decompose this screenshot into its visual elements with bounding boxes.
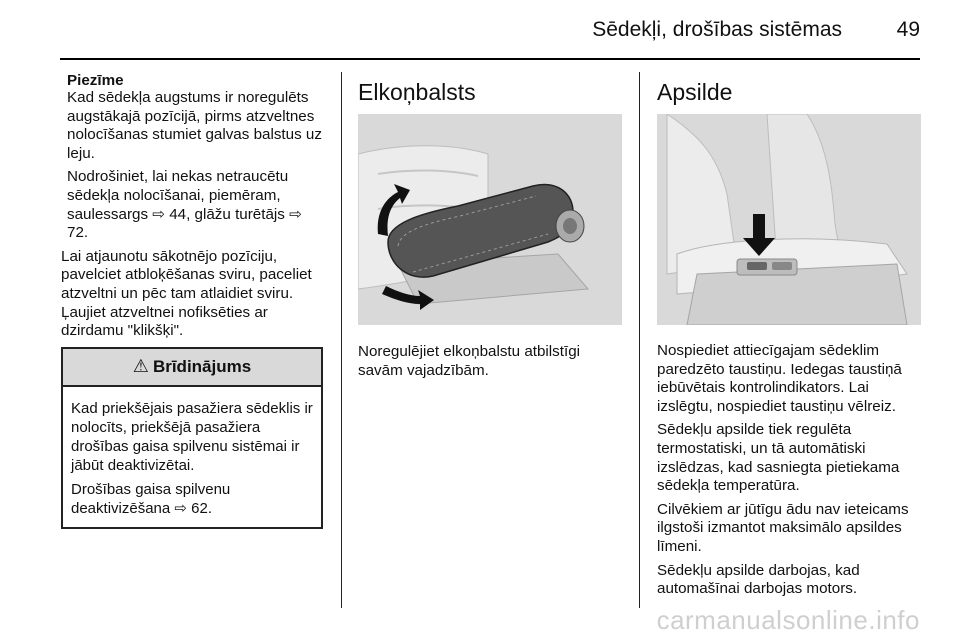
section-heading-armrest: Elkoņbalsts <box>358 79 476 105</box>
column-right <box>657 72 921 604</box>
warning-body <box>63 387 321 527</box>
heating-paragraph-3: Cilvēkiem ar jūtīgu ādu nav ieteicams ilgstoši izmantot maksimālo apsildes līmeni. <box>657 500 909 555</box>
heating-paragraph-2: Sēdekļu apsilde tiek regulēta termostatiski, un tā automātiski izslēdzas, kad sasniegta pietiekama sēdekļa temperatūra. <box>657 421 900 495</box>
heating-paragraph-4: Sēdekļu apsilde darbojas, kad automašīnai darbojas motors. <box>657 561 860 598</box>
watermark: carmanualsonline.info <box>656 605 920 635</box>
note-title: Piezīme <box>67 72 124 89</box>
warning-header <box>63 349 321 387</box>
body-paragraph: Lai atjaunotu sākotnējo pozīciju, pavelciet atbloķēšanas sviru, paceliet atzveltni un pēc tam atlaidiet sviru. Ļaujiet atzveltnei nofiksēties ar dzirdamu "klikšķi". <box>61 247 312 340</box>
column-divider-2 <box>639 72 640 608</box>
seat-heating-illustration <box>657 114 921 325</box>
warning-paragraph-2: Drošības gaisa spilvenu deaktivizēšana ⇨ 62. <box>71 480 231 517</box>
note-paragraph-2: Nodrošiniet, lai nekas netraucētu sēdekļa nolocīšanai, piemēram, saulessargs ⇨ 44, glāžu turētājs ⇨ 72. <box>67 168 302 242</box>
column-divider-1 <box>341 72 342 608</box>
header-divider <box>60 58 920 60</box>
armrest-caption: Noregulējiet elkoņbalstu atbilstīgi savām vajadzībām. <box>358 343 581 379</box>
column-middle <box>358 72 622 385</box>
page-header <box>0 0 960 60</box>
note-paragraph-1: Kad sēdekļa augstums ir noregulēts augstākajā pozīcijā, pirms atzveltnes nolocīšanas stumiet galvas balstus uz leju. <box>67 89 322 162</box>
heating-paragraph-1: Nospiediet attiecīgajam sēdeklim paredzēto taustiņu. Iedegas taustiņā iebūvētais kontrolindikators. Lai izslēgtu, nospiediet taustiņu vēlreiz. <box>657 342 902 415</box>
section-heading-heating: Apsilde <box>657 79 733 105</box>
warning-triangle-icon: ⚠ <box>132 356 149 377</box>
armrest-illustration <box>358 114 622 325</box>
warning-paragraph-1: Kad priekšējais pasažiera sēdeklis ir nolocīts, priekšējā pasažiera drošības gaisa spilvenu sistēmai ir jābūt deaktivizētai. <box>71 399 313 474</box>
note-block <box>67 72 327 243</box>
warning-box <box>61 347 323 529</box>
page-number: 49 <box>896 18 920 41</box>
column-left <box>61 72 327 529</box>
warning-title: Brīdinājums <box>152 356 252 376</box>
page-title: Sēdekļi, drošības sistēmas <box>592 18 842 41</box>
